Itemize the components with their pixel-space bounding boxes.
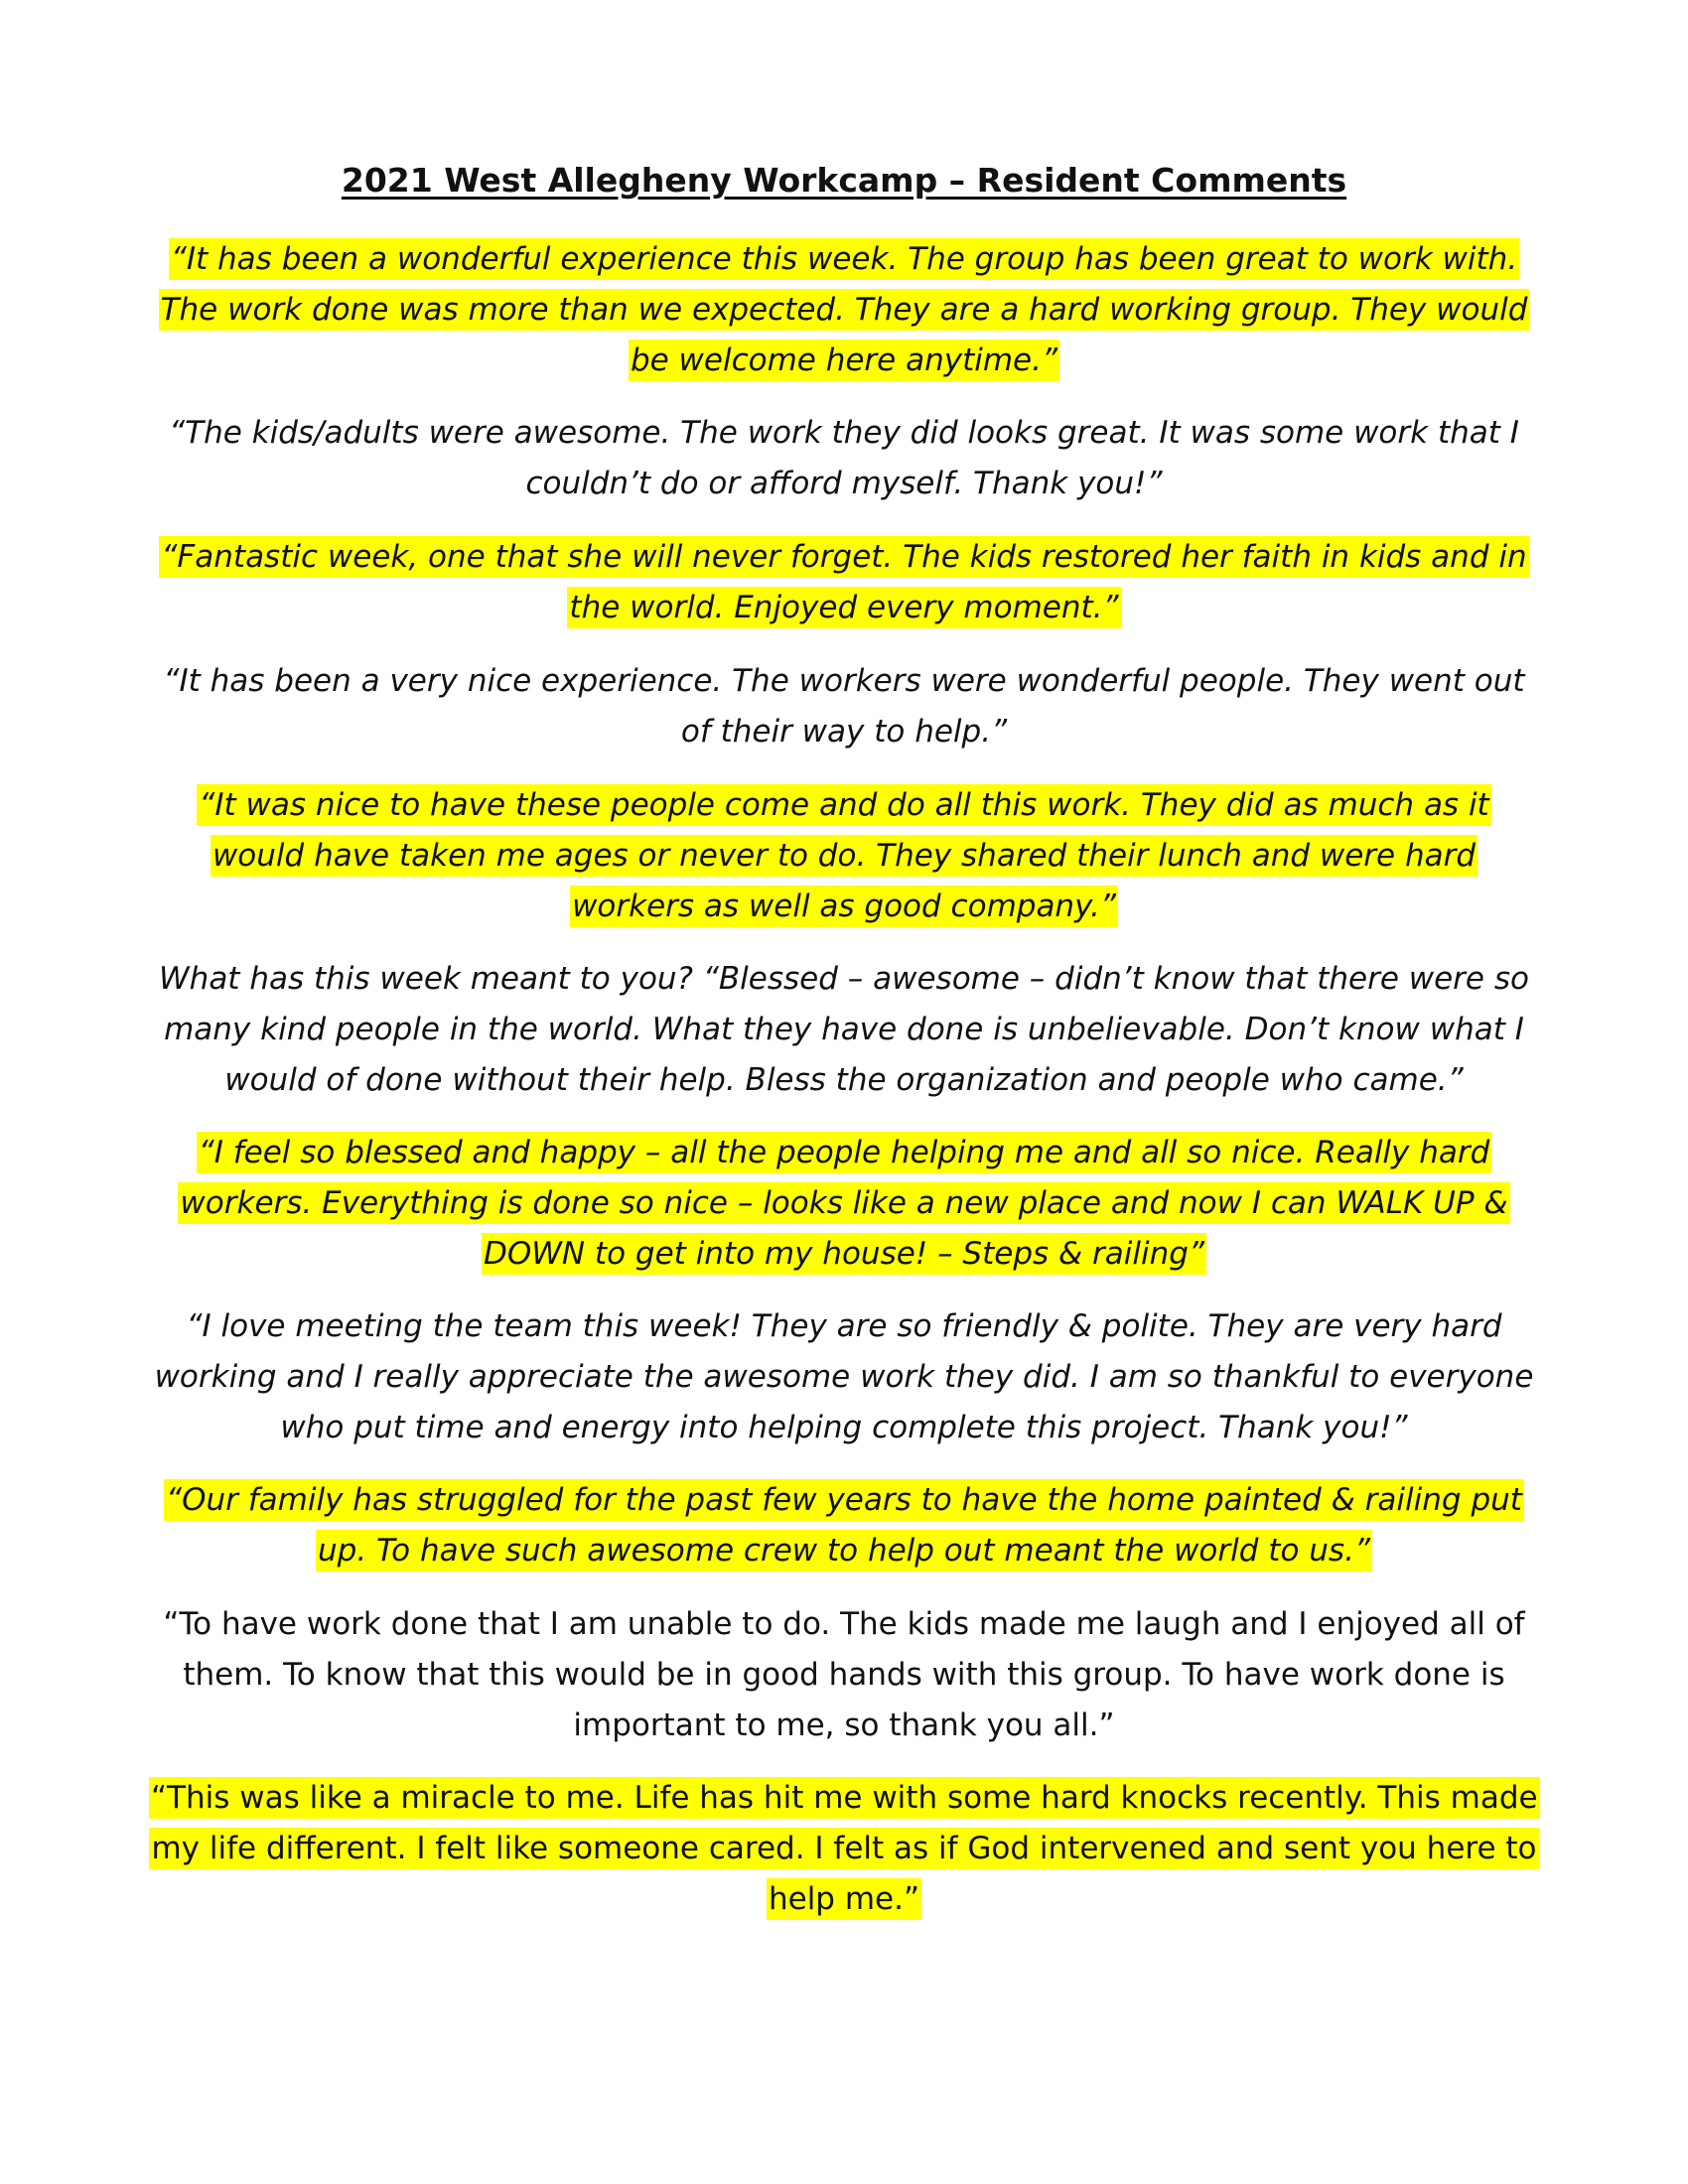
resident-comment [149, 1773, 1539, 1925]
resident-comment [149, 1128, 1539, 1280]
resident-comment [149, 1599, 1539, 1751]
resident-comment [149, 1301, 1539, 1453]
resident-comment [149, 234, 1539, 386]
comment-text: “I love meeting the team this week! They are so friendly & polite. They are very hard working and I really appreciate the awesome work they did. I am so thankful to everyone who put time and energy into helping complete this project. Thank you!” [154, 1308, 1534, 1445]
comment-text: “Our family has struggled for the past few years to have the home painted & railing put up. To have such awesome crew to help out meant the world to us.” [164, 1479, 1524, 1571]
comment-text: “Fantastic week, one that she will never forget. The kids restored her faith in kids and in the world. Enjoyed every moment.” [159, 536, 1528, 628]
comment-text: “To have work done that I am unable to do. The kids made me laugh and I enjoyed all of them. To know that this would be in good hands with this group. To have work done is important to me, so thank you all.” [163, 1606, 1525, 1743]
resident-comment [149, 954, 1539, 1106]
resident-comment [149, 656, 1539, 757]
comment-text: “It has been a very nice experience. The workers were wonderful people. They went out of their way to help.” [163, 663, 1525, 750]
comment-text: “This was like a miracle to me. Life has hit me with some hard knocks recently. This made my life different. I felt like someone cared. I felt as if God intervened and sent you here to help me.” [149, 1777, 1540, 1920]
comment-text: What has this week meant to you? “Blessed – awesome – didn’t know that there were so many kind people in the world. What they have done is unbelievable. Don’t know what I would of done without their help. Bless the organization and people who came.” [159, 961, 1529, 1098]
resident-comment [149, 1475, 1539, 1576]
comment-text: “I feel so blessed and happy – all the people helping me and all so nice. Really hard workers. Everything is done so nice – looks like a new place and now I can WALK UP & DOWN to get into my house! – Steps & railing” [178, 1132, 1509, 1275]
resident-comment [149, 532, 1539, 633]
document-title: 2021 West Allegheny Workcamp – Resident Comments [341, 161, 1347, 200]
comment-text: “It was nice to have these people come and do all this work. They did as much as it would have taken me ages or never to do. They shared their lunch and were hard workers as well as good company.” [197, 784, 1490, 927]
resident-comment [149, 408, 1539, 509]
comment-text: “The kids/adults were awesome. The work they did looks great. It was some work that I couldn’t do or afford myself. Thank you!” [169, 415, 1519, 501]
resident-comment [149, 780, 1539, 932]
comment-text: “It has been a wonderful experience this week. The group has been great to work with. The work done was more than we expected. They are a hard working group. They would be welcome here anytime.” [159, 238, 1530, 381]
